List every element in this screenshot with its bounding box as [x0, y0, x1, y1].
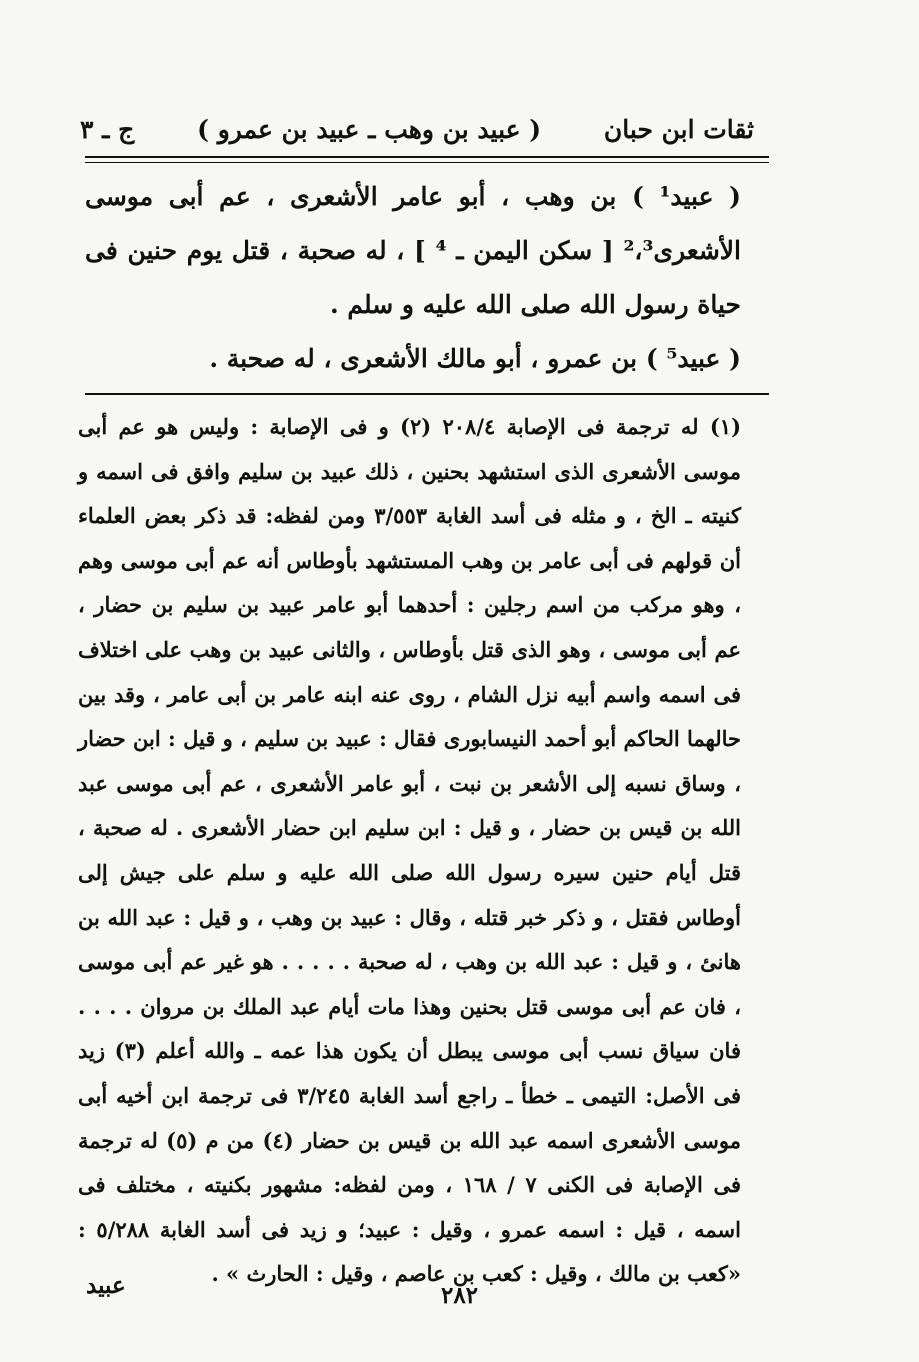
entry-ubaid-ibn-wahb: ( عبيد¹ ) بن وهب ، أبو عامر الأشعرى ، عم أبى موسى الأشعرى²،³ [ سكن اليمن ـ ⁴ ] ، له صحبة ، قتل يوم حنين فى حياة رسول الله صلى الله عليه و سلم .: [85, 182, 741, 319]
section-title: ( عبيد بن وهب ـ عبيد بن عمرو ): [197, 114, 542, 144]
header-rule: [85, 156, 769, 158]
page-number: ٢٨٢: [440, 1282, 479, 1309]
header-rule-thin: [85, 162, 769, 163]
footnotes: [78, 405, 741, 1297]
catchword: عبيد: [86, 1272, 126, 1299]
main-text: [85, 170, 741, 386]
volume-label: ج ـ ٣: [80, 114, 135, 144]
running-header: [80, 105, 754, 153]
entry-ubaid-ibn-amr: ( عبيد⁵ ) بن عمرو ، أبو مالك الأشعرى ، له صحبة .: [209, 344, 741, 373]
footnote-separator: [85, 393, 769, 395]
book-title: ثقات ابن حبان: [603, 114, 754, 144]
footnote-text: (١) له ترجمة فى الإصابة ٢٠٨/٤ (٢) و فى الإصابة : وليس هو عم أبى موسى الأشعرى الذى استشهد بحنين ، ذلك عبيد بن سليم وافق فى اسمه و كنيته ـ الخ ، و مثله فى أسد الغابة ٣/٥٥٣ ومن لفظه: قد ذكر بعض العلماء أن قولهم فى أبى عامر بن وهب المستشهد بأوطاس أنه عم أبى موسى وهم ، وهو مركب من اسم رجلين : أحدهما أبو عامر عبيد بن سليم بن حضار ، عم أبى موسى ، وهو الذى قتل بأوطاس ، والثانى عبيد بن وهب على اختلاف فى اسمه واسم أبيه نزل الشام ، روى عنه ابنه عامر بن أبى عامر ، وقد بين حالهما الحاكم أبو أحمد النيسابورى فقال : عبيد بن سليم ، و قيل : ابن حضار ، وساق نسبه إلى الأشعر بن نبت ، أبو عامر الأشعرى ، عم أبى موسى عبد الله بن قيس بن حضار ، و قيل : ابن سليم ابن حضار الأشعرى . له صحبة ، قتل أيام حنين سيره رسول الله صلى الله عليه و سلم على جيش إلى أوطاس فقتل ، و ذكر خبر قتله ، وقال : عبيد بن وهب ، و قيل : عبد الله بن هانئ ، و قيل : عبد الله بن وهب ، له صحبة . . . . . هو غير عم أبى موسى ، فان عم أبى موسى قتل بحنين وهذا مات أيام عبد الملك بن مروان . . . . فان سياق نسب أبى موسى يبطل أن يكون هذا عمه ـ والله أعلم (٣) زيد فى الأصل: التيمى ـ خطأ ـ راجع أسد الغابة ٣/٢٤٥ فى ترجمة ابن أخيه أبى موسى الأشعرى اسمه عبد الله بن قيس بن حضار (٤) من م (٥) له ترجمة فى الإصابة فى الكنى ٧ / ١٦٨ ، ومن لفظه: مشهور بكنيته ، مختلف فى اسمه ، قيل : اسمه عمرو ، وقيل : عبيد؛ و زيد فى أسد الغابة ٥/٢٨٨ : «كعب بن مالك ، وقيل : كعب بن عاصم ، وقيل : الحارث » .: [78, 414, 742, 1287]
